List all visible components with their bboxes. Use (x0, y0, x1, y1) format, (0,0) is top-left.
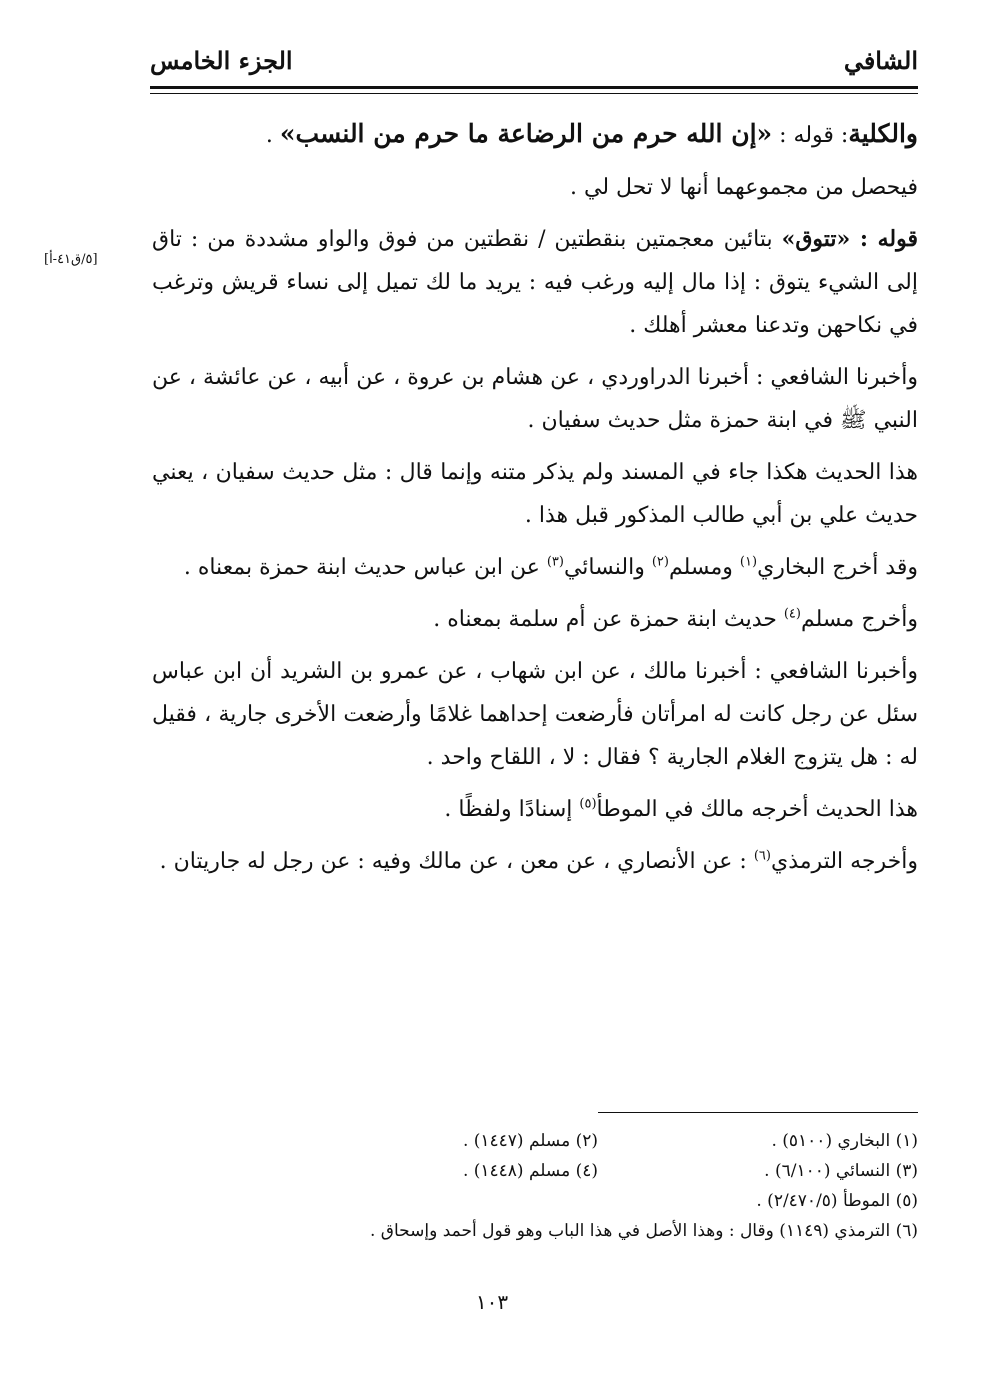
paragraph-7-b: حديث ابنة حمزة عن أم سلمة بمعناه . (433, 607, 784, 632)
footnote-3: (٣) النسائي (٦/١٠٠) . (764, 1161, 918, 1181)
paragraph-1 (152, 112, 918, 157)
book-title: الشافي (843, 46, 918, 75)
paragraph-9 (152, 788, 918, 831)
paragraph-1-lead: والكلية (848, 119, 918, 148)
paragraph-5: هذا الحديث هكذا جاء في المسند ولم يذكر متنه وإنما قال : مثل حديث سفيان ، يعني حديث علي بن أبي طالب المذكور قبل هذا . (152, 460, 918, 528)
paragraph-9-b: إسنادًا ولفظًا . (444, 797, 580, 822)
footnote-row (152, 1126, 918, 1156)
footnote-row (152, 1156, 918, 1186)
paragraph-3-lead: قوله : «تتوق» (781, 226, 919, 252)
volume-title: الجزء الخامس (150, 46, 293, 75)
paragraph-1-mid: : قوله : (772, 123, 849, 148)
hadith-quote: «إن الله حرم من الرضاعة ما حرم من النسب» (279, 119, 773, 148)
paragraph-9-a: هذا الحديث أخرجه مالك في الموطأ (596, 797, 918, 822)
footnote-ref-4[interactable]: (٤) (783, 606, 801, 622)
footnote-ref-1[interactable]: (١) (739, 554, 758, 570)
paragraph-8: وأخبرنا الشافعي : أخبرنا مالك ، عن ابن شهاب ، عن عمرو بن الشريد أن ابن عباس سئل عن رجل كانت له امرأتان فأرضعت إحداهما غلامًا وأرضعت الأخرى جارية ، فقيل له : هل يتزوج الغلام الجارية ؟ فقال : لا ، اللقاح واحد . (152, 659, 918, 770)
footnote-6: (٦) الترمذي (١١٤٩) وقال : وهذا الأصل في هذا الباب وهو قول أحمد وإسحاق . (369, 1221, 918, 1241)
paragraph-4: وأخبرنا الشافعي : أخبرنا الدراوردي ، عن هشام بن عروة ، عن أبيه ، عن عائشة ، عن النبي ﷺ في ابنة حمزة مثل حديث سفيان . (152, 365, 918, 433)
footnotes (152, 1126, 918, 1246)
footnote-ref-5[interactable]: (٥) (579, 796, 597, 812)
paragraph-6-d: عن ابن عباس حديث ابنة حمزة بمعناه . (183, 555, 547, 580)
footnote-ref-2[interactable]: (٢) (651, 554, 669, 570)
paragraph-7 (152, 598, 918, 641)
paragraph-10-b: : عن الأنصاري ، عن معن ، عن مالك وفيه : عن رجل له جاريتان . (159, 849, 754, 874)
paragraph-2: فيحصل من مجموعهما أنها لا تحل لي . (570, 175, 918, 200)
footnote-4: (٤) مسلم (١٤٤٨) . (462, 1161, 598, 1181)
footnote-5: (٥) الموطأ (٢/٤٧٠/٥) . (756, 1191, 918, 1211)
main-text (152, 112, 918, 892)
paragraph-10-a: وأخرجه الترمذي (770, 849, 918, 874)
manuscript-side-note: [٥/ق٤١-أ] (44, 252, 98, 267)
paragraph-6-a: وقد أخرج البخاري (757, 555, 918, 580)
paragraph-6-b: ومسلم (668, 555, 740, 580)
footnote-1: (١) البخاري (٥١٠٠) . (771, 1131, 918, 1151)
page-number: ١٠٣ (475, 1290, 509, 1314)
header-rule-thin (150, 93, 918, 94)
paragraph-3 (152, 218, 918, 347)
paragraph-7-a: وأخرج مسلم (800, 607, 918, 632)
footnote-ref-3[interactable]: (٣) (546, 554, 564, 570)
paragraph-1-end: . (265, 123, 280, 148)
paragraph-6 (152, 546, 918, 589)
paragraph-3-text: بتائين معجمتين بنقطتين / نقطتين من فوق والواو مشددة من : تاق إلى الشيء يتوق : إذا مال إليه ورغب فيه : يريد ما لك تميل إلى نساء قريش وترغب في نكاحهن وتدعنا معشر أهلك . (152, 227, 918, 338)
paragraph-10 (152, 840, 918, 883)
running-header (150, 40, 918, 90)
paragraph-6-c: والنسائي (563, 555, 652, 580)
footnote-ref-6[interactable]: (٦) (753, 848, 771, 864)
footnote-separator (598, 1112, 918, 1113)
footnote-2: (٢) مسلم (١٤٤٧) . (462, 1131, 598, 1151)
header-rule-thick (150, 86, 918, 89)
